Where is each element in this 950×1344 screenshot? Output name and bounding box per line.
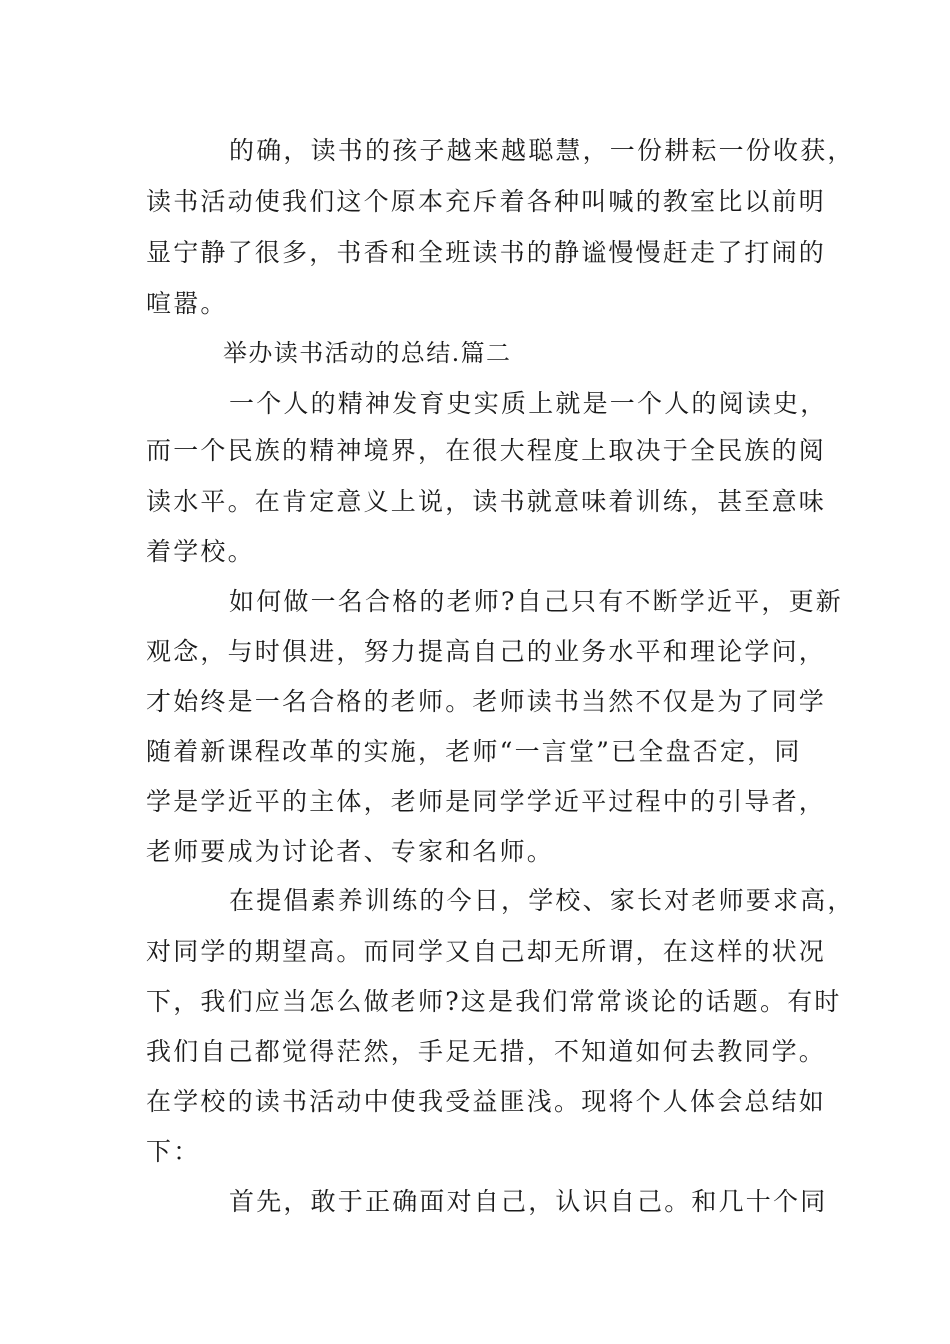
text-line: 一个人的精神发育史实质上就是一个人的阅读史，	[229, 389, 828, 418]
text-line: 喧嚣。	[146, 289, 228, 318]
text-line: 老师要成为讨论者、专家和名师。	[146, 837, 555, 866]
text-line: 而一个民族的精神境界，在很大程度上取决于全民族的阅	[146, 436, 827, 465]
text-line: 学是学近平的主体，老师是同学学近平过程中的引导者，	[146, 787, 827, 816]
text-line: 对同学的期望高。而同学又自己却无所谓，在这样的状况	[146, 937, 827, 966]
section-heading: 举办读书活动的总结.篇二	[223, 339, 512, 367]
text-line: 的确，读书的孩子越来越聪慧，一份耕耘一份收获，	[229, 136, 855, 165]
text-line: 读书活动使我们这个原本充斥着各种叫喊的教室比以前明	[146, 187, 827, 216]
text-line: 如何做一名合格的老师?自己只有不断学近平，更新	[229, 587, 844, 616]
text-line: 着学校。	[146, 537, 255, 566]
text-line: 随着新课程改革的实施，老师“一言堂”已全盘否定，同	[146, 737, 802, 766]
text-line: 才始终是一名合格的老师。老师读书当然不仅是为了同学	[146, 687, 827, 716]
text-line: 在提倡素养训练的今日，学校、家长对老师要求高，	[229, 886, 855, 915]
text-line: 观念，与时俱进，努力提高自己的业务水平和理论学问，	[146, 637, 827, 666]
text-line: 下，我们应当怎么做老师?这是我们常常谈论的话题。有时	[146, 987, 842, 1016]
text-line: 首先，敢于正确面对自己，认识自己。和几十个同	[229, 1187, 828, 1216]
text-line: 在学校的读书活动中使我受益匪浅。现将个人体会总结如	[146, 1087, 827, 1116]
text-line: 下：	[146, 1137, 201, 1166]
text-line: 显宁静了很多，书香和全班读书的静谧慢慢赶走了打闹的	[146, 238, 827, 267]
text-line: 我们自己都觉得茫然，手足无措，不知道如何去教同学。	[146, 1037, 827, 1066]
text-line: 读水平。在肯定意义上说，读书就意味着训练，甚至意味	[146, 487, 827, 516]
